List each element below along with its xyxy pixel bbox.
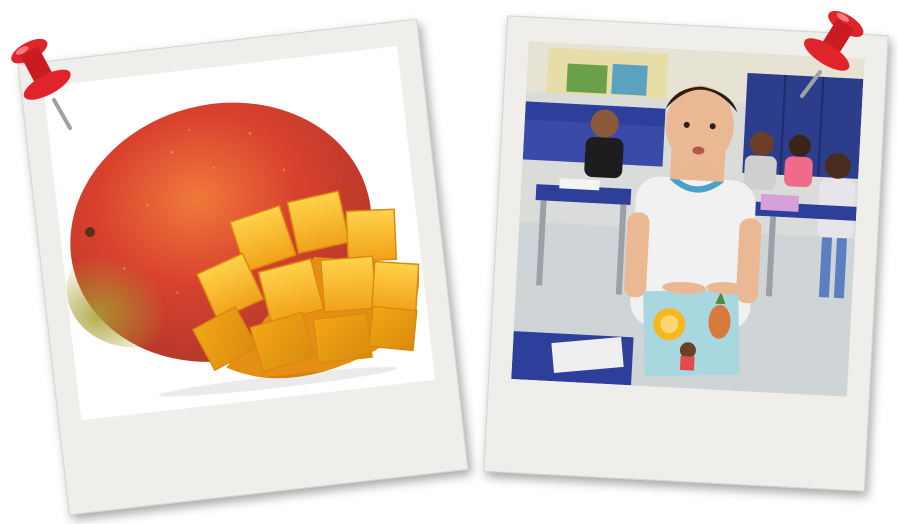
pushpin-icon [792, 6, 872, 116]
mango-illustration [43, 46, 435, 420]
pushpin-icon [2, 30, 82, 140]
pushpin-icon-left [2, 30, 82, 140]
mango-photo [43, 46, 435, 420]
polaroid-frame-left [18, 19, 469, 516]
pushpin-icon-right [792, 6, 872, 116]
